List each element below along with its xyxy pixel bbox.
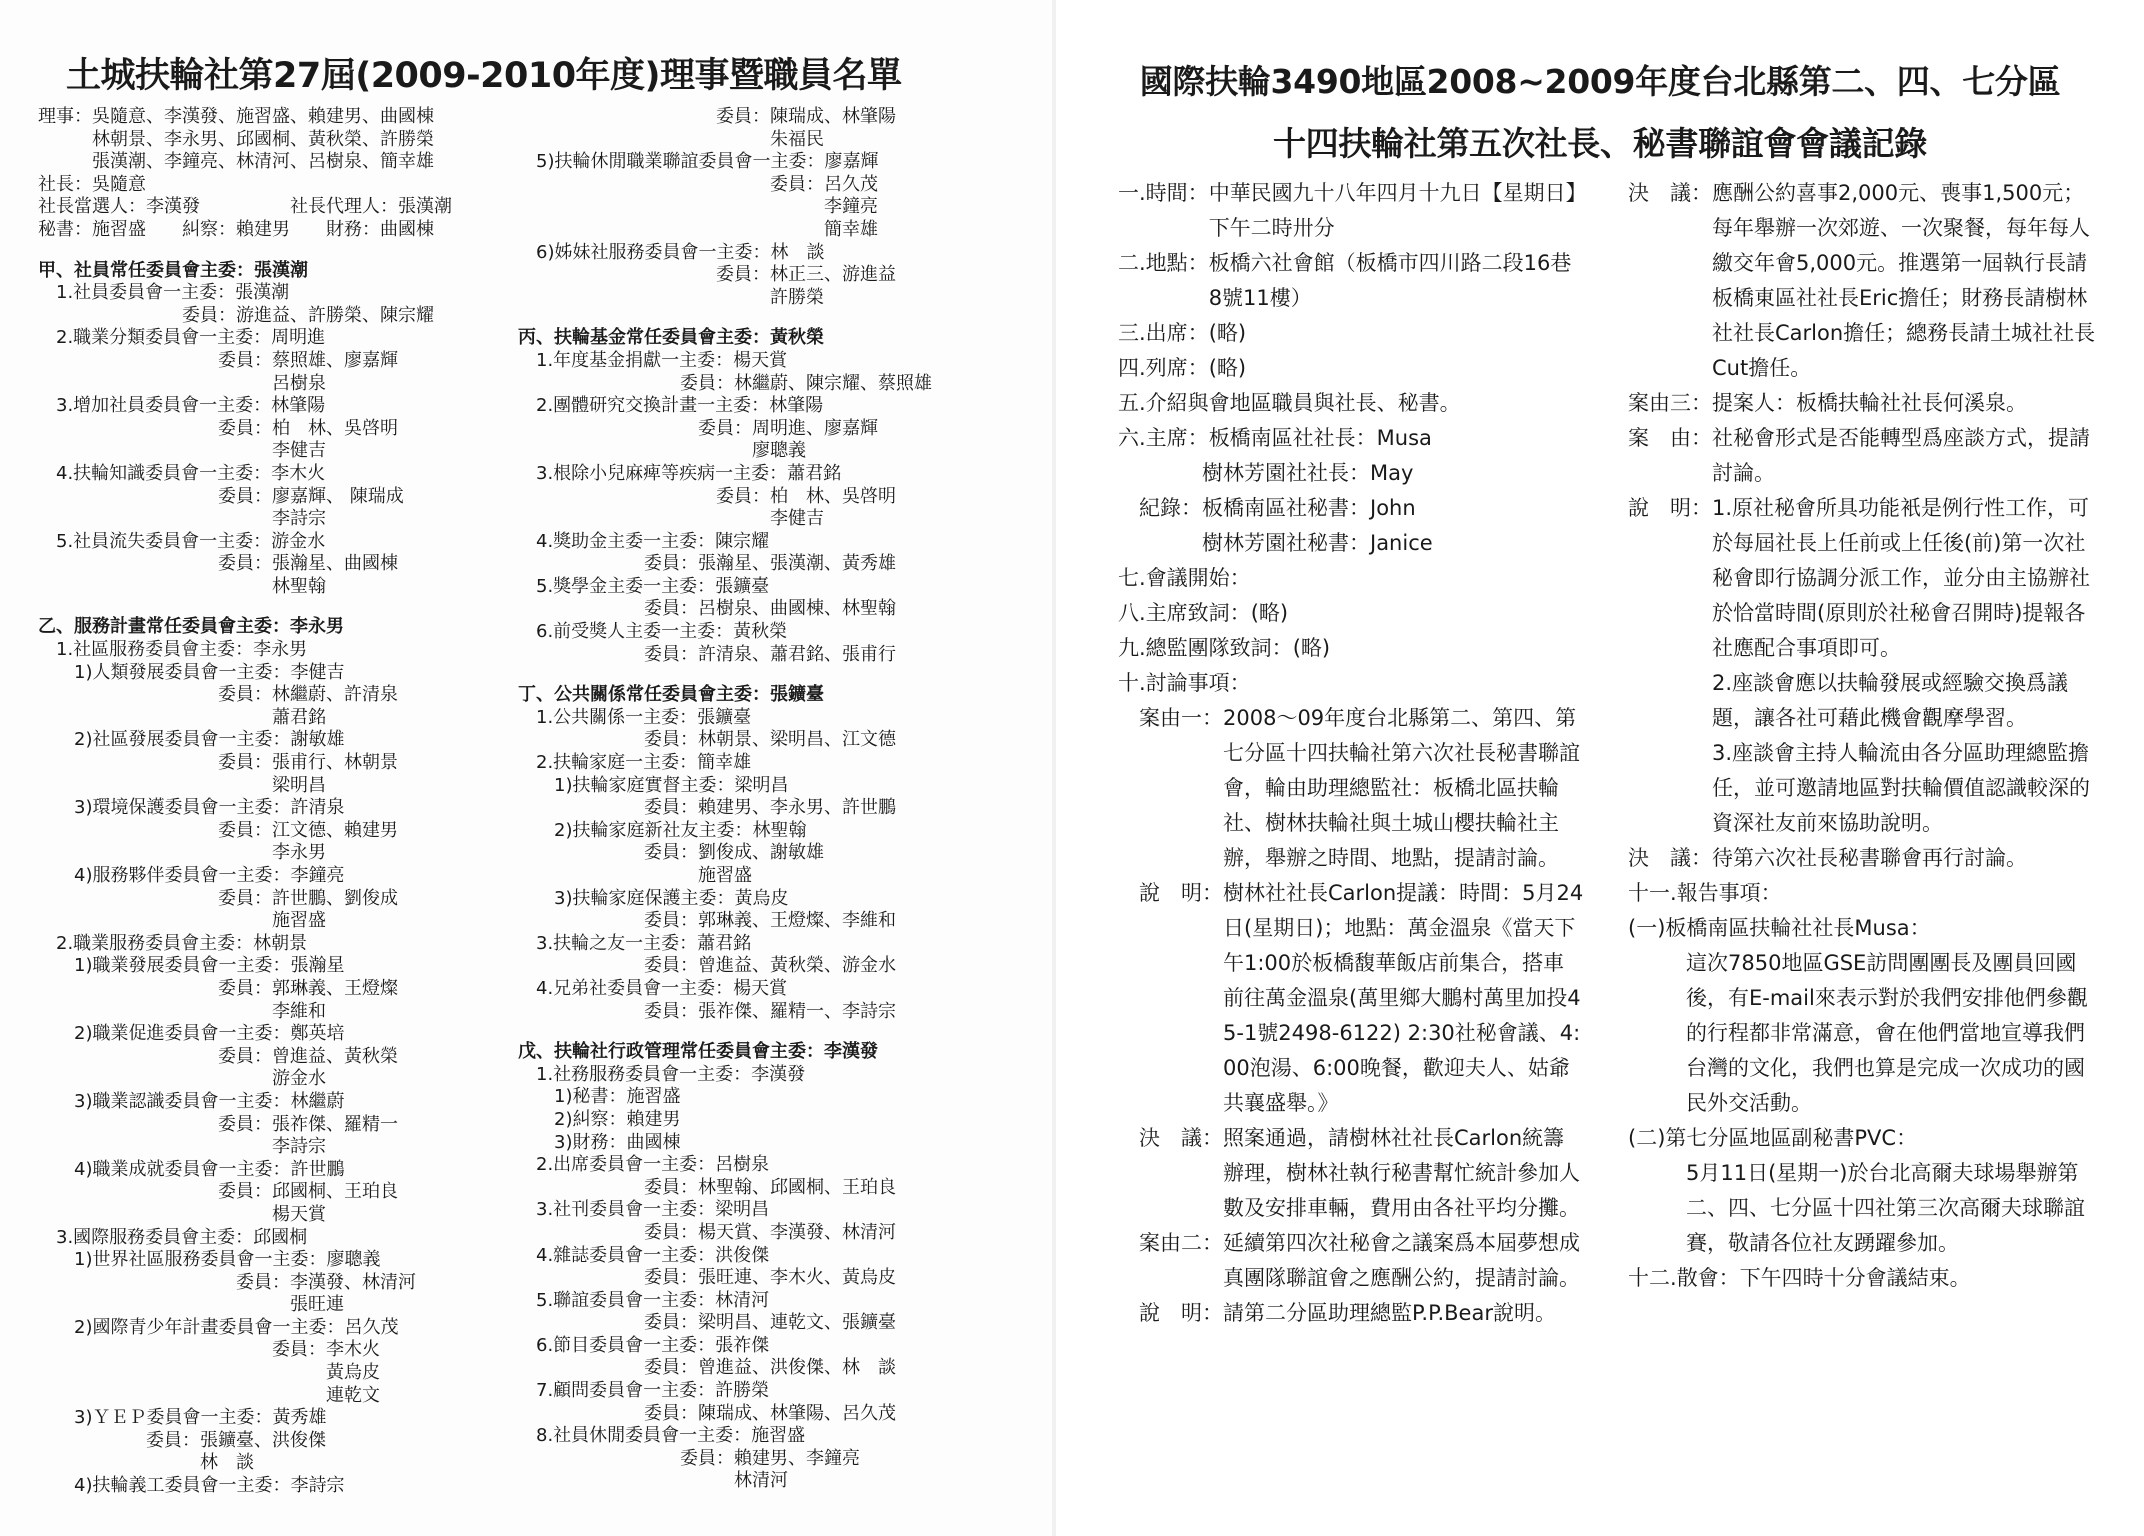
roster-line: 委員：呂樹泉、曲國棟、林聖翰 [518,598,896,620]
roster-line: 委員：張瀚星、張漢潮、黃秀雄 [518,553,896,575]
minutes-item [1118,701,1584,876]
roster-line: 2.出席委員會一主委：呂樹泉 [518,1154,770,1176]
section-heading: 乙、服務計畫常任委員會主委：李永男 [38,616,344,638]
roster-line: 許勝榮 [518,286,824,308]
roster-line: 簡幸雄 [518,218,878,240]
item-label: 三.出席： [1118,321,1209,345]
item-label: (二) [1628,1126,1666,1150]
item-value: 請第二分區助理總監P.P.Bear說明。 [1223,1301,1556,1325]
item-value: 照案通過，請樹林社社長Carlon統籌辦理，樹林社執行秘書幫忙統計參加人數及安排車輛，費用由各社平均分攤。 [1223,1126,1580,1220]
item-value: 討論事項： [1145,671,1251,695]
minutes-item [1118,386,1584,421]
roster-line: 6.節目委員會一主委：張祚傑 [518,1334,770,1356]
section-heading: 戊、扶輪社行政管理常任委員會主委：李漢發 [518,1041,878,1063]
item-label: 四.列席： [1118,356,1209,380]
roster-line: 林聖翰 [38,575,326,597]
roster-line: 3)環境保護委員會一主委：許清泉 [38,797,345,819]
item-label: 二.地點： [1118,251,1209,275]
roster-line: 6)姊妹社服務委員會一主委：林 談 [518,241,825,263]
minutes-item [1118,1121,1584,1226]
roster-line: 李詩宗 [38,508,326,530]
item-value: 板橋南區社社長：Musa [1208,426,1432,450]
roster-line: 1.社區服務委員會主委：李永男 [38,639,308,661]
item-label: 說 明： [1118,1301,1223,1325]
roster-line: 施習盛 [518,865,752,886]
roster-line: 7.顧問委員會一主委：許勝榮 [518,1380,770,1402]
minutes-item [1628,386,2102,421]
roster-line: 委員：陳瑞成、林肇陽、呂久茂 [518,1402,896,1424]
roster-line: 6.前受獎人主委一主委：黃秋榮 [518,621,788,643]
minutes-item [1628,1121,2102,1156]
item-label: 七. [1118,566,1146,590]
minutes-item [1628,911,2102,946]
report-paragraph: 這次7850地區GSE訪問團團長及團員回國後，有E-mail來表示對於我們安排他們參觀的行程都非常滿意，會在他們當地宣導我們台灣的文化，我們也算是完成一次成功的國民外交活動。 [1686,951,2088,1115]
item-label: 紀錄： [1118,496,1202,520]
roster-line: 廖聰義 [518,440,806,462]
roster-line: 4.獎助金主委一主委：陳宗耀 [518,530,770,552]
item-label: 六.主席： [1118,426,1209,450]
section-heading: 丙、扶輪基金常任委員會主委：黃秋榮 [518,327,824,349]
roster-line: 1.社員委員會一主委：張漢潮 [38,282,290,304]
item-value: 樹林芳園社秘書：Janice [1202,531,1433,555]
roster-line: 林朝景、李永男、邱國桐、黃秋榮、許勝榮 [38,128,434,150]
roster-line: 委員：楊天賞、李漢發、林清河 [518,1221,896,1243]
item-label [1628,736,1712,841]
roster-line: 委員：林聖翰、邱國桐、王珀良 [518,1176,896,1198]
item-value: 會議開始： [1145,566,1251,590]
roster-line: 連乾文 [38,1384,380,1406]
item-value: (略) [1292,636,1331,660]
item-value: 應酬公約喜事2,000元、喪事1,500元；每年舉辦一次郊遊、一次聚餐，每年每人繳交年會5,000元。推選第一屆執行長請板橋東區社社長Eric擔任；財務長請樹林社社長Carlon擔任；總務長請土城社社長Cut擔任。 [1712,181,2096,380]
minutes-item [1118,176,1584,246]
item-label: 九.總監團隊致詞： [1118,636,1293,660]
section-gap [38,242,548,260]
minutes-item [1118,421,1584,456]
roster-line: 2)國際青少年計畫委員會一主委：呂久茂 [38,1316,399,1338]
roster-line: 1)扶輪家庭實督主委：梁明昌 [518,774,789,796]
item-label: 十一. [1628,881,1677,905]
roster-line: 委員：李漢發、林清河 [38,1271,416,1293]
item-label: 說 明： [1628,496,1712,520]
roster-line: 2)扶輪家庭新社友主委：林聖翰 [518,819,807,841]
roster-line: 委員：賴建男、李鐘亮 [518,1447,860,1469]
roster-line: 1.年度基金捐獻一主委：楊天賞 [518,349,788,371]
item-value: 樹林芳園社社長：May [1202,461,1414,485]
roster-line: 1.公共關係一主委：張鑛臺 [518,706,752,728]
roster-column-2 [518,106,1038,1493]
minutes-item [1628,176,2102,386]
item-label: 決 議： [1628,181,1712,205]
section-gap [518,666,1038,684]
minutes-item [1628,841,2102,876]
item-label: 五. [1118,391,1146,415]
roster-line: 委員：江文德、賴建男 [38,819,398,841]
roster-line: 李維和 [38,1000,326,1022]
minutes-item [1628,666,2102,736]
roster-line: 委員：陳瑞成、林肇陽 [518,106,896,127]
left-page [0,0,1056,1536]
section-heading: 丁、公共關係常任委員會主委：張鑛臺 [518,684,824,706]
roster-line: 委員：柏 林、吳啓明 [518,485,896,507]
item-label [1628,666,1712,736]
roster-line: 3)扶輪家庭保護主委：黃烏皮 [518,887,789,909]
roster-line: 社長當選人：李漢發 社長代理人：張漢潮 [38,196,452,218]
roster-line: 委員：張旺連、李木火、黃烏皮 [518,1267,896,1289]
roster-line: 游金水 [38,1068,326,1090]
roster-line: 梁明昌 [38,774,326,796]
roster-line: 施習盛 [38,910,326,932]
roster-line: 委員：游進益、許勝榮、陳宗耀 [38,304,434,326]
minutes-item [1118,456,1584,491]
minutes-item [1118,1226,1584,1296]
section-gap [518,1023,1038,1041]
item-value: 散會：下午四時十分會議結束。 [1676,1266,1971,1290]
item-value: 2.座談會應以扶輪發展或經驗交換爲議題，讓各社可藉此機會觀摩學習。 [1712,671,2069,730]
item-value: 板橋南區社秘書：John [1202,496,1416,520]
item-value: (略) [1208,321,1247,345]
roster-line: 3.根除小兒麻痺等疾病一主委：蕭君銘 [518,462,842,484]
item-label: 決 議： [1628,846,1712,870]
roster-line: 委員：林繼蔚、陳宗耀、蔡照雄 [518,372,932,394]
minutes-column-1 [1118,176,1584,1331]
item-label: 案由一： [1118,706,1223,730]
roster-line: 黃烏皮 [38,1362,380,1384]
item-value: 板橋六社會館（板橋市四川路二段16巷8號11樓） [1208,251,1572,310]
roster-line: 5.獎學金主委一主委：張鑛臺 [518,575,770,597]
minutes-item [1118,526,1584,561]
minutes-title-line2: 十四扶輪社第五次社長、秘書聯誼會會議記錄 [1272,124,1927,163]
minutes-title-line1: 國際扶輪3490地區2008~2009年度台北縣第二、四、七分區 [1139,62,2061,101]
roster-line: 李永男 [38,842,326,864]
roster-line: 4.兄弟社委員會一主委：楊天賞 [518,977,788,999]
roster-line: 2.扶輪家庭一主委：簡幸雄 [518,752,752,774]
roster-line: 李鐘亮 [518,196,878,218]
item-value: 第七分區地區副秘書PVC： [1665,1126,1918,1150]
roster-line: 2.職業分類委員會一主委：周明進 [38,327,326,349]
roster-line: 3)財務：曲國棟 [518,1131,681,1153]
roster-line: 2.職業服務委員會主委：林朝景 [38,932,308,954]
roster-line: 李詩宗 [38,1136,326,1158]
roster-line: 委員：賴建男、李永男、許世鵬 [518,797,896,819]
item-value: 待第六次社長秘書聯會再行討論。 [1712,846,2027,870]
roster-line: 委員：許世鵬、劉俊成 [38,887,398,909]
roster-line: 1)職業發展委員會一主委：張瀚星 [38,955,345,977]
item-value: 提案人：板橋扶輪社社長何溪泉。 [1712,391,2027,415]
item-value: 樹林社社長Carlon提議：時間：5月24日(星期日)；地點：萬金溫泉《當天下午1:00於板橋馥華飯店前集合，搭車前往萬金溫泉(萬里鄉大鵬村萬里加投45-1號2498-6122) 2:30社秘會議、4:00泡湯、6:00晚餐，歡迎夫人、姑爺共襄盛舉。》 [1223,881,1584,1115]
section-gap [518,309,1038,327]
roster-line: 委員：張鑛臺、洪俊傑 [38,1429,326,1451]
roster-line: 4.扶輪知識委員會一主委：李木火 [38,462,326,484]
roster-line: 委員：曾進益、洪俊傑、林 談 [518,1357,896,1379]
roster-line: 委員：郭琳義、王燈燦 [38,977,398,999]
roster-line: 林 談 [38,1452,254,1474]
roster-line: 委員：蔡照雄、廖嘉輝 [38,349,398,371]
roster-title: 土城扶輪社第27屆(2009-2010年度)理事暨職員名單 [66,56,902,96]
minutes-item [1118,666,1584,701]
roster-line: 委員：呂久茂 [518,173,878,195]
roster-line: 楊天賞 [38,1203,326,1225]
item-label [1118,456,1202,491]
item-label [1118,526,1202,561]
item-label: 決 議： [1118,1126,1223,1150]
roster-line: 委員：郭琳義、王燈燦、李維和 [518,910,896,932]
roster-line: 張旺連 [38,1294,344,1316]
roster-column-1 [38,106,548,1498]
roster-line: 呂樹泉 [38,372,326,394]
roster-line: 委員：曾進益、黃秋榮 [38,1045,398,1067]
item-value: 延續第四次社秘會之議案爲本屆夢想成真團隊聯誼會之應酬公約，提請討論。 [1223,1231,1580,1290]
roster-line: 4.雜誌委員會一主委：洪俊傑 [518,1244,770,1266]
roster-line: 5.聯誼委員會一主委：林清河 [518,1289,770,1311]
item-value: 1.原社秘會所具功能衹是例行性工作，可於每屆社長上任前或上任後(前)第一次社秘會即行協調分派工作，並分由主協辦社於恰當時間(原則於社秘會召開時)提報各社應配合事項即可。 [1712,496,2090,660]
item-value: (略) [1208,356,1247,380]
item-value: 中華民國九十八年四月十九日【星期日】下午二時卅分 [1208,181,1577,240]
minutes-item [1118,631,1584,666]
roster-line: 2.團體研究交換計畫一主委：林肇陽 [518,395,824,417]
roster-line: 4)扶輪義工委員會一主委：李詩宗 [38,1475,345,1497]
roster-line: 朱福民 [518,128,824,150]
minutes-item [1118,596,1584,631]
minutes-column-2 [1628,176,2102,1296]
roster-line: 3)職業認識委員會一主委：林繼蔚 [38,1090,345,1112]
minutes-item [1118,351,1584,386]
item-label: 說 明： [1118,881,1223,905]
roster-line: 委員：曾進益、黃秋榮、游金水 [518,955,896,977]
roster-line: 委員：梁明昌、連乾文、張鑛臺 [518,1312,896,1334]
roster-line: 委員：林正三、游進益 [518,264,896,286]
item-label: 八.主席致詞： [1118,601,1251,625]
roster-line: 2)職業促進委員會一主委：鄭英培 [38,1023,345,1045]
item-value: 2008～09年度台北縣第二、第四、第七分區十四扶輪社第六次社長秘書聯誼會，輪由助理總監社：板橋北區扶輪社、樹林扶輪社與土城山櫻扶輪社主辦，舉辦之時間、地點，提請討論。 [1223,706,1580,870]
roster-line: 委員：林繼蔚、許清泉 [38,684,398,706]
minutes-item [1118,561,1584,596]
roster-line: 委員：張甫行、林朝景 [38,752,398,774]
report-paragraph: 5月11日(星期一)於台北高爾夫球場舉辦第二、四、七分區十四社第三次高爾夫球聯誼賽，敬請各位社友踴躍參加。 [1686,1161,2085,1255]
item-label: 案由二： [1118,1231,1223,1255]
roster-line: 張漢潮、李鐘亮、林清河、呂樹泉、簡幸雄 [38,151,434,173]
roster-line: 委員：李木火 [38,1339,380,1361]
item-value: 報告事項： [1676,881,1782,905]
roster-line: 委員：劉俊成、謝敏雄 [518,842,824,864]
minutes-item [1628,421,2102,491]
item-value: 板橋南區扶輪社社長Musa： [1665,916,1931,940]
section-gap [38,598,548,616]
item-value: 介紹與會地區職員與社長、秘書。 [1145,391,1461,415]
roster-line: 委員：張瀚星、曲國棟 [38,553,398,575]
roster-line: 3.社刊委員會一主委：梁明昌 [518,1199,770,1221]
roster-line: 5.社員流失委員會一主委：游金水 [38,530,326,552]
minutes-item [1118,246,1584,316]
item-value: (略) [1250,601,1289,625]
item-value: 社秘會形式是否能轉型爲座談方式，提請討論。 [1712,426,2090,485]
minutes-item [1118,316,1584,351]
roster-line: 4)職業成就委員會一主委：許世鵬 [38,1158,345,1180]
roster-line: 蕭君銘 [38,706,326,728]
roster-line: 5)扶輪休閒職業聯誼委員會一主委：廖嘉輝 [518,151,879,173]
roster-line: 委員：柏 林、吳啓明 [38,417,398,439]
roster-line: 秘書：施習盛 糾察：賴建男 財務：曲國棟 [38,218,434,240]
roster-line: 2)糾察：賴建男 [518,1108,681,1130]
minutes-item [1118,876,1584,1121]
section-heading: 甲、社員常任委員會主委：張漢潮 [38,259,308,281]
roster-line: 3.國際服務委員會主委：邱國桐 [38,1226,308,1248]
minutes-item [1118,1296,1584,1331]
roster-line: 委員：廖嘉輝、 陳瑞成 [38,485,404,507]
roster-line: 3.增加社員委員會一主委：林肇陽 [38,395,326,417]
minutes-item [1628,876,2102,911]
minutes-item [1118,491,1584,526]
item-label: 十. [1118,671,1146,695]
roster-line: 3.扶輪之友一主委：蕭君銘 [518,932,752,954]
minutes-item [1628,1261,2102,1296]
item-label: 十二. [1628,1266,1677,1290]
roster-line: 3)ＹＥＰ委員會一主委：黃秀雄 [38,1407,327,1429]
minutes-item [1628,491,2102,666]
roster-line: 委員：邱國桐、王珀良 [38,1181,398,1203]
roster-line: 委員：張祚傑、羅精一 [38,1113,398,1135]
roster-line: 2)社區發展委員會一主委：謝敏雄 [38,729,345,751]
roster-line: 委員：張祚傑、羅精一、李詩宗 [518,1000,896,1022]
roster-line: 1)世界社區服務委員會一主委：廖聰義 [38,1249,381,1271]
item-label: 案由三： [1628,391,1712,415]
item-value: 3.座談會主持人輪流由各分區助理總監擔任，並可邀請地區對扶輪價值認識較深的資深社友前來協助說明。 [1712,741,2090,835]
roster-line: 社長：吳隨意 [38,173,146,195]
minutes-item [1628,736,2102,841]
roster-line: 委員：許清泉、蕭君銘、張甫行 [518,643,896,665]
item-label: (一) [1628,916,1666,940]
roster-line: 李健吉 [518,508,824,530]
roster-line: 1)秘書：施習盛 [518,1086,681,1108]
roster-line: 1)人類發展委員會一主委：李健吉 [38,661,345,683]
roster-line: 4)服務夥伴委員會一主委：李鐘亮 [38,865,345,886]
roster-line: 理事：吳隨意、李漢發、施習盛、賴建男、曲國棟 [38,106,434,127]
item-label: 案 由： [1628,426,1712,450]
roster-line: 委員：林朝景、梁明昌、江文德 [518,729,896,751]
roster-line: 1.社務服務委員會一主委：李漢發 [518,1063,806,1085]
roster-line: 李健吉 [38,440,326,462]
roster-line: 8.社員休閒委員會一主委：施習盛 [518,1425,806,1447]
roster-line: 委員：周明進、廖嘉輝 [518,417,878,439]
item-label: 一.時間： [1118,181,1209,205]
roster-line: 林清河 [518,1470,788,1492]
